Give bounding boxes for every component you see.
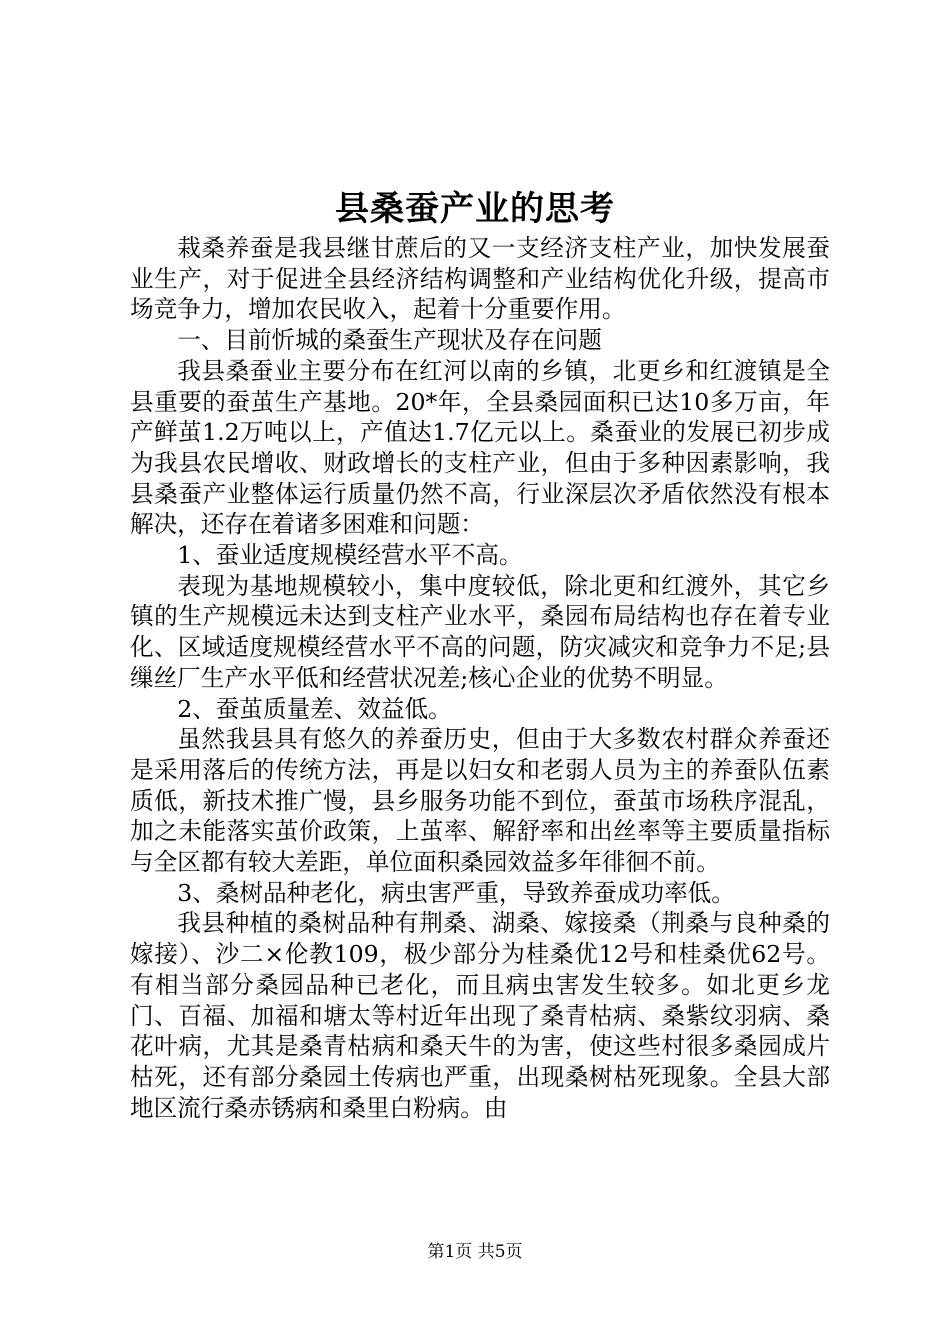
page-footer: 第1页 共5页 [427, 1242, 523, 1262]
subheading-2: 2、蚕茧质量差、效益低。 [177, 694, 452, 723]
section-heading-1: 一、目前忻城的桑蚕生产现状及存在问题 [177, 326, 602, 355]
paragraph-intro: 栽桑养蚕是我县继甘蔗后的又一支经济支柱产业，加快发展蚕业生产，对于促进全县经济结构调整和产业结构优化升级，提高市场竞争力，增加农民收入，起着十分重要作用。 [130, 234, 830, 324]
paragraph-quality: 虽然我县具有悠久的养蚕历史，但由于大多数农村群众养蚕还是采用落后的传统方法，再是以妇女和老弱人员为主的养蚕队伍素质低，新技术推广慢，县乡服务功能不到位，蚕茧市场秩序混乱，加之未能落实茧价政策，上茧率、解舒率和出丝率等主要质量指标与全区都有较大差距，单位面积桑园效益多年徘徊不前。 [130, 725, 830, 877]
paragraph-status: 我县桑蚕业主要分布在红河以南的乡镇，北更乡和红渡镇是全县重要的蚕茧生产基地。20*年，全县桑园面积已达10多万亩，年产鲜茧1.2万吨以上，产值达1.7亿元以上。桑蚕业的发展已初步成为我县农民增收、财政增长的支柱产业，但由于多种因素影响，我县桑蚕产业整体运行质量仍然不高，行业深层次矛盾依然没有根本解决，还存在着诸多困难和问题： [130, 356, 830, 539]
paragraph-scale: 表现为基地规模较小，集中度较低，除北更和红渡外，其它乡镇的生产规模远未达到支柱产业水平，桑园布局结构也存在着专业化、区域适度规模经营水平不高的问题，防灾减灾和竞争力不足;县缫丝厂生产水平低和经营状况差;核心企业的优势不明显。 [130, 571, 830, 692]
subheading-3: 3、桑树品种老化，病虫害严重，导致养蚕成功率低。 [177, 878, 735, 907]
paragraph-varieties: 我县种植的桑树品种有荆桑、湖桑、嫁接桑（荆桑与良种桑的嫁接）、沙二×伦教109，极少部分为桂桑优12号和桂桑优62号。有相当部分桑园品种已老化，而且病虫害发生较多。如北更乡龙门、百福、加福和塘太等村近年出现了桑青枯病、桑紫纹羽病、桑花叶病，尤其是桑青枯病和桑天牛的为害，使这些村很多桑园成片枯死，还有部分桑园土传病也严重，出现桑树枯死现象。全县大部地区流行桑赤锈病和桑里白粉病。由 [130, 909, 830, 1122]
subheading-1: 1、蚕业适度规模经营水平不高。 [177, 541, 523, 570]
document-body [130, 233, 830, 1123]
document-title: 县桑蚕产业的思考 [335, 189, 615, 229]
